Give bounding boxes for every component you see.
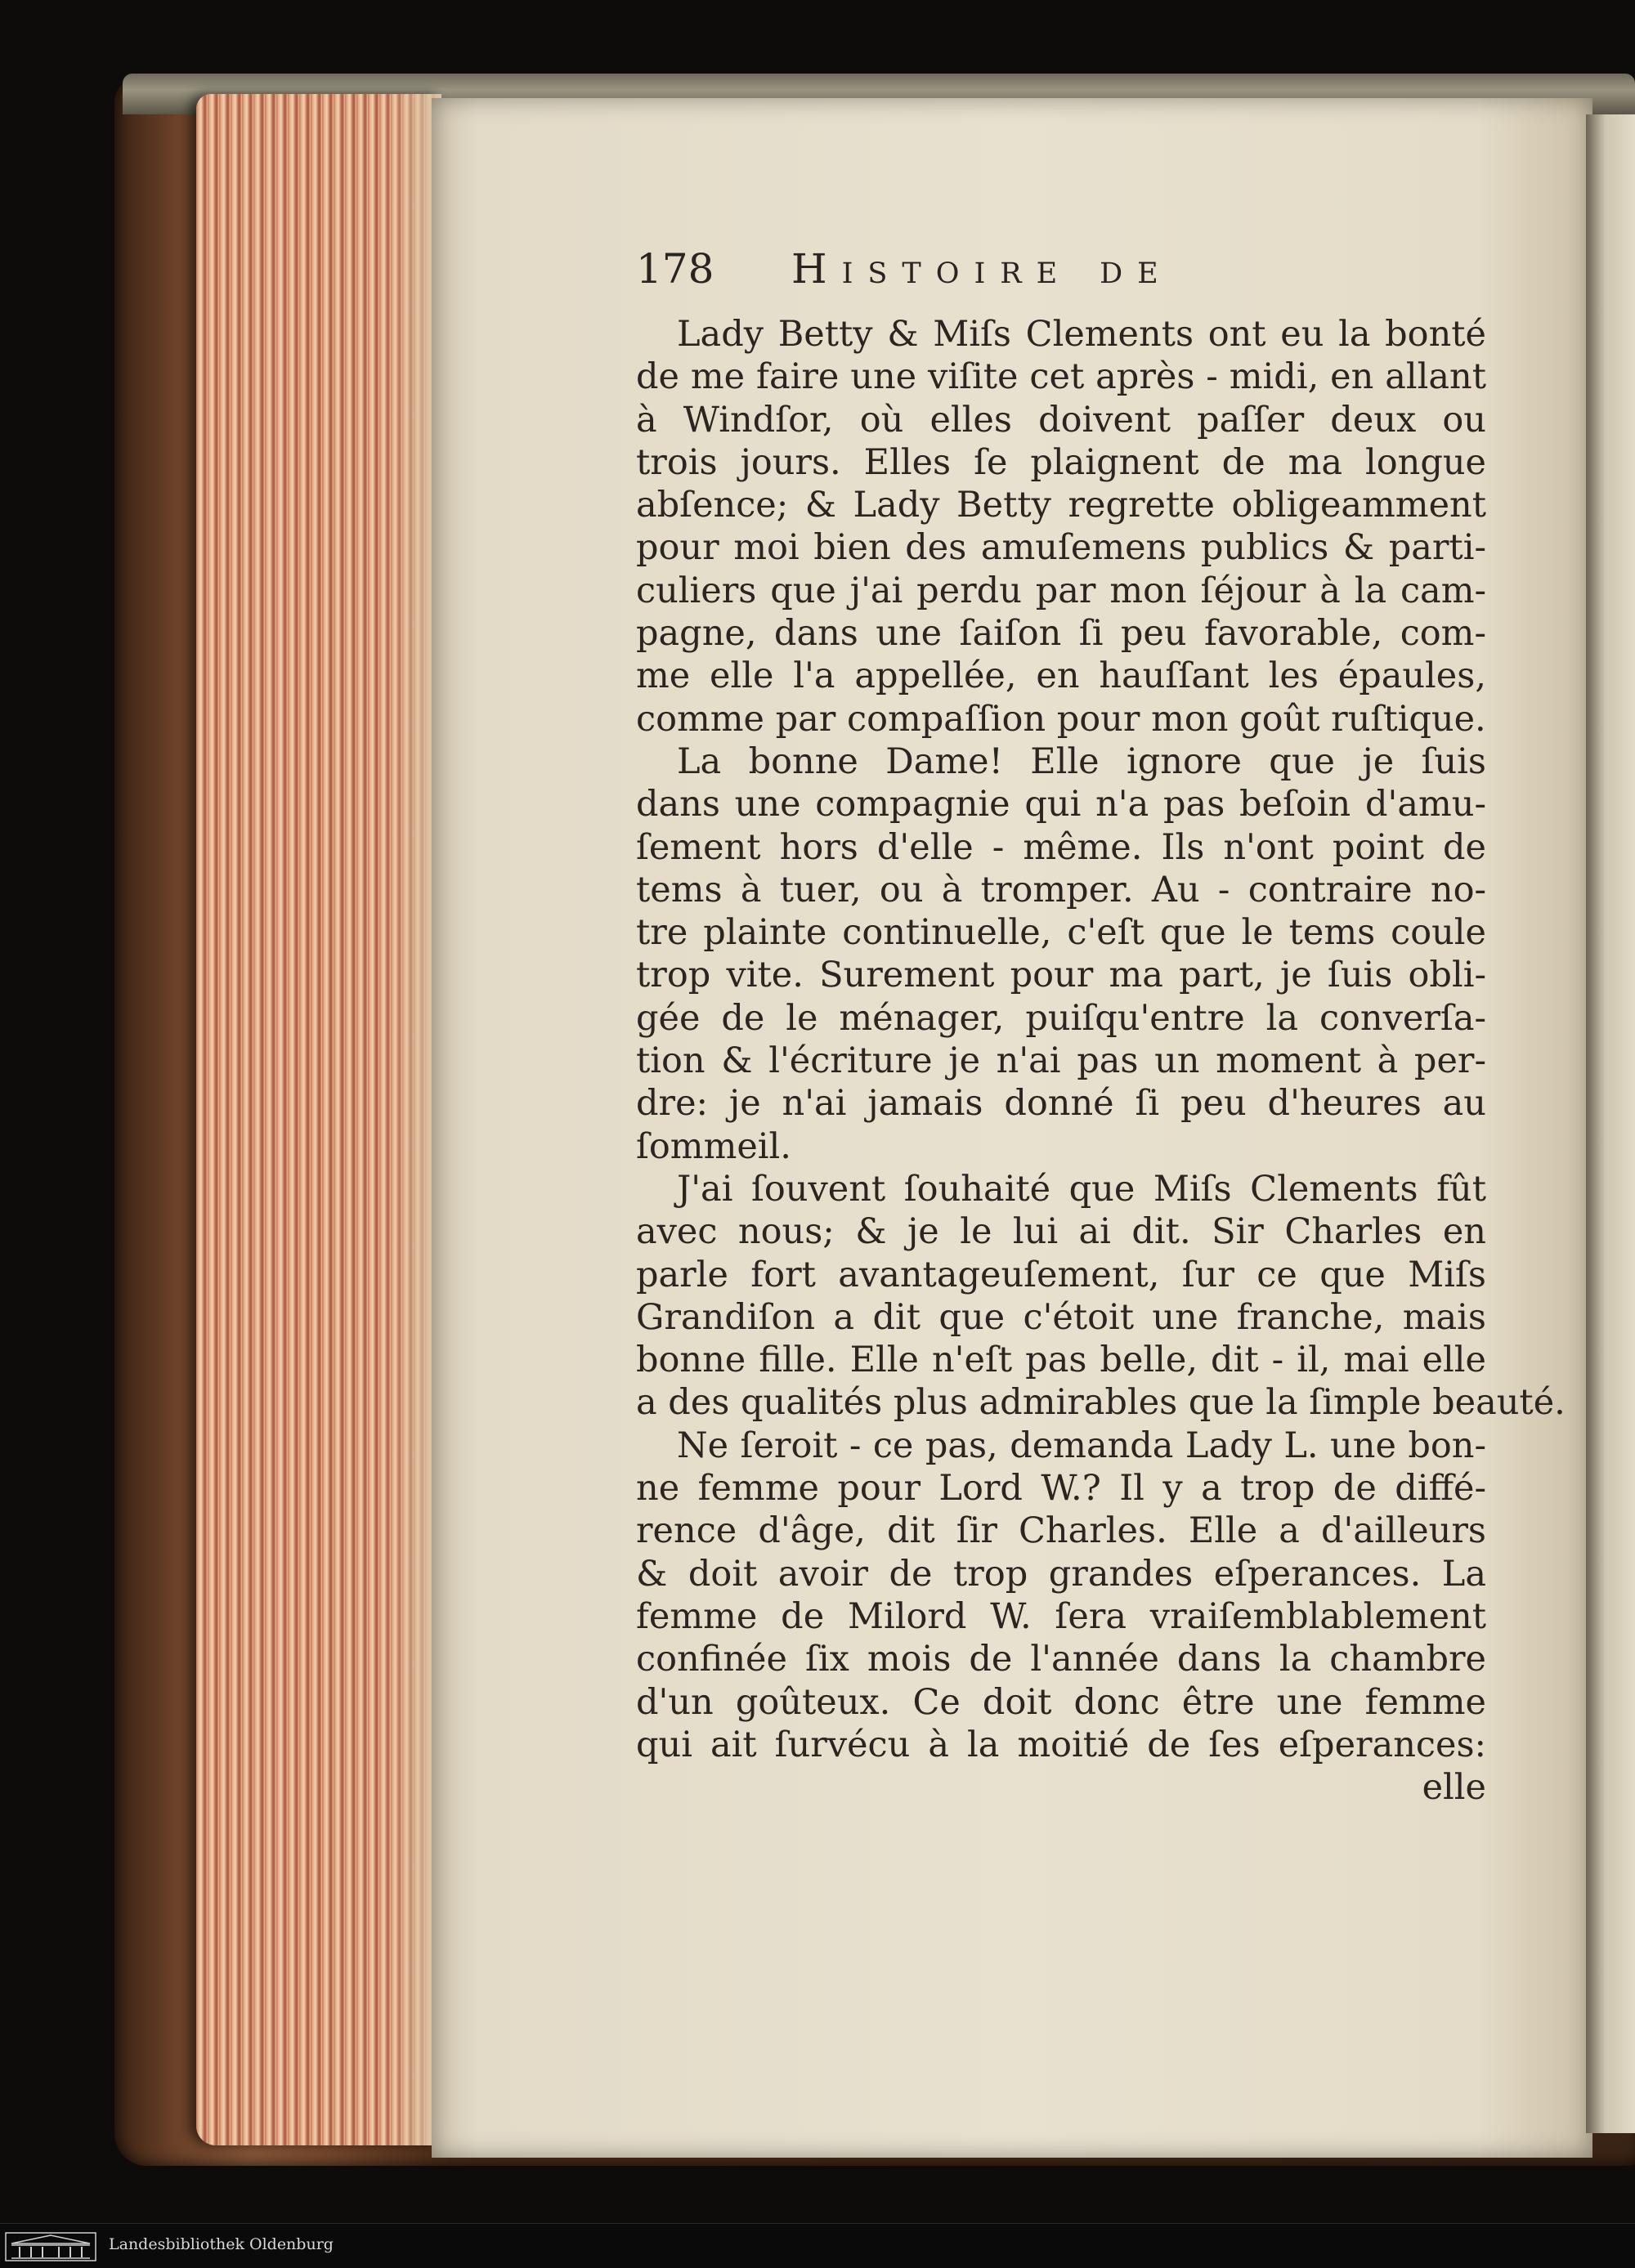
- running-title: Histoire de: [791, 245, 1173, 293]
- text-line: & doit avoir de trop grandes eſperances. La: [636, 1553, 1486, 1595]
- text-line: d'un goûteux. Ce doit donc être une femme: [636, 1681, 1486, 1723]
- text-line: à Windſor, où elles doivent paſſer deux ou: [636, 399, 1486, 441]
- text-line: dans une compagnie qui n'a pas beſoin d'amu-: [636, 784, 1486, 825]
- text-line: J'ai ſouvent ſouhaité que Miſs Clements fût: [677, 1168, 1486, 1210]
- text-line: femme de Milord W. ſera vraiſemblablement: [636, 1595, 1486, 1637]
- text-line: pour moi bien des amuſemens publics & parti-: [636, 527, 1486, 569]
- footer-bar: [0, 2223, 1635, 2268]
- text-line: dre: je n'ai jamais donné ſi peu d'heures au: [636, 1083, 1486, 1125]
- text-line: Lady Betty & Miſs Clements ont eu la bonté: [677, 314, 1486, 355]
- running-head: [636, 245, 1486, 302]
- text-line: parle fort avantageuſement, ſur ce que Miſs: [636, 1254, 1486, 1295]
- page-edges: [196, 94, 441, 2145]
- text-line: rence d'âge, dit ſir Charles. Elle a d'ailleurs: [636, 1510, 1486, 1552]
- text-line: Ne ſeroit - ce pas, demanda Lady L. une bon-: [677, 1425, 1486, 1466]
- text-line: comme par compaſſion pour mon goût ruſtique.: [636, 698, 1486, 740]
- text-line: La bonne Dame! Elle ignore que je ſuis: [677, 740, 1486, 782]
- text-block: [636, 313, 1566, 1809]
- text-line: de me faire une viſite cet après - midi, en allant: [636, 356, 1486, 398]
- text-line: pagne, dans une ſaiſon ſi peu favorable, com-: [636, 613, 1486, 655]
- text-line: confinée ſix mois de l'année dans la chambre: [636, 1639, 1486, 1680]
- text-line: ne femme pour Lord W.? Il y a trop de diffé-: [636, 1468, 1486, 1510]
- text-line: gée de le ménager, puiſqu'entre la converſa-: [636, 997, 1486, 1039]
- catchword: elle: [1422, 1767, 1486, 1809]
- page-number: 178: [636, 245, 714, 293]
- library-name: Landesbibliothek Oldenburg: [109, 2235, 334, 2253]
- text-line: ſement hors d'elle - même. Ils n'ont point de: [636, 826, 1486, 868]
- text-line: avec nous; & je le lui ai dit. Sir Charles en: [636, 1211, 1486, 1253]
- text-line: ſommeil.: [636, 1125, 791, 1167]
- text-line: tre plainte continuelle, c'eſt que le tems coule: [636, 912, 1486, 954]
- text-line: tems à tuer, ou à tromper. Au - contraire no-: [636, 869, 1486, 910]
- library-building-icon: [5, 2232, 96, 2261]
- text-line: culiers que j'ai perdu par mon ſéjour à la cam-: [636, 570, 1486, 611]
- text-line: bonne fille. Elle n'eſt pas belle, dit - il, mai elle: [636, 1340, 1486, 1381]
- text-line: trop vite. Surement pour ma part, je ſuis obli-: [636, 955, 1486, 996]
- text-line: tion & l'écriture je n'ai pas un moment à per-: [636, 1040, 1486, 1082]
- text-line: abſence; & Lady Betty regrette obligeamment: [636, 485, 1486, 526]
- text-line: a des qualités plus admirables que la ſimple beauté.: [636, 1382, 1566, 1424]
- text-line: Grandiſon a dit que c'étoit une franche, mais: [636, 1296, 1486, 1338]
- text-line: me elle l'a appellée, en hauſſant les épaules,: [636, 655, 1486, 697]
- book-gutter: [1586, 114, 1635, 2133]
- text-line: trois jours. Elles ſe plaignent de ma longue: [636, 441, 1486, 483]
- text-line: qui ait ſurvécu à la moitié de ſes eſperances:: [636, 1724, 1486, 1765]
